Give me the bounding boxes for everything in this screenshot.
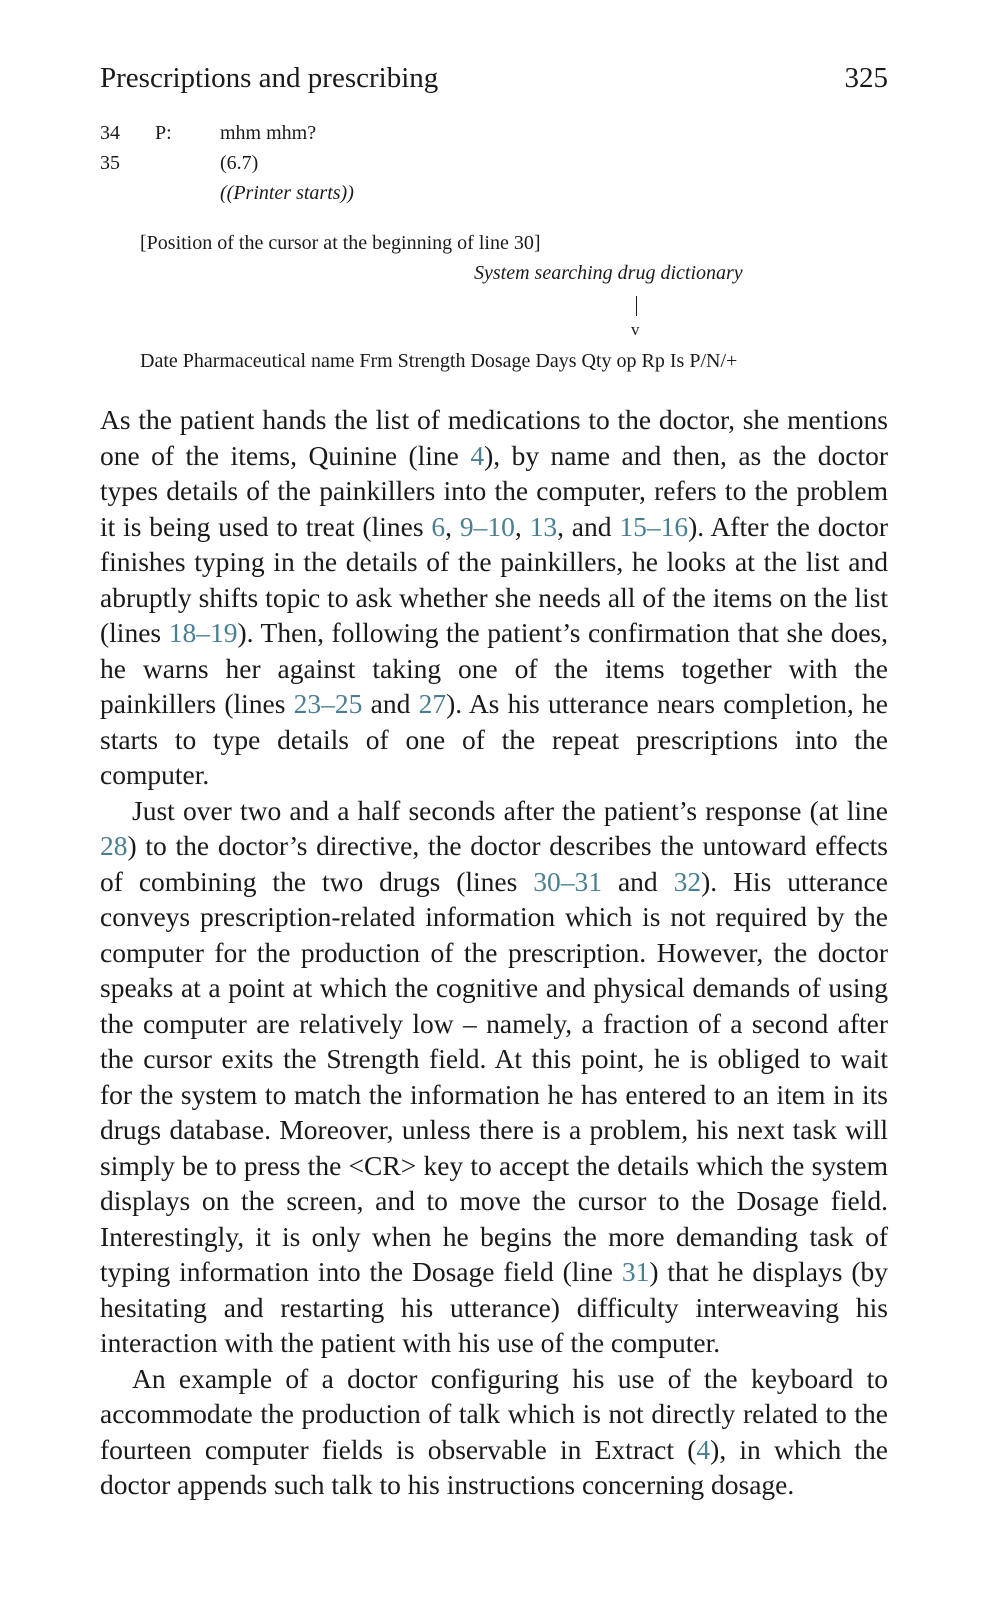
paragraph-text: As the patient hands the list of medications to the doctor, she mentions one of the items, Quinine (line <box>100 404 888 471</box>
line-number: 35 <box>100 152 120 174</box>
speaker-label: P: <box>155 122 172 144</box>
paragraph-text: , <box>514 510 530 542</box>
line-reference-link[interactable]: 28 <box>100 830 128 861</box>
line-reference-link[interactable]: 15–16 <box>619 510 689 542</box>
body-paragraph <box>100 793 888 1361</box>
body-paragraph <box>100 1361 888 1503</box>
line-reference-link[interactable]: 31 <box>621 1256 650 1287</box>
system-status-text: System searching drug dictionary <box>474 262 743 284</box>
computer-fields-row: Date Pharmaceutical name Frm Strength Dosage Days Qty op Rp Is P/N/+ <box>140 350 738 372</box>
paragraph-text: ) to the doctor’s directive, the doctor describes the untoward effects of combining the two drugs (lines <box>100 830 888 897</box>
paragraph-text: , and <box>557 510 620 542</box>
paragraph-text: and <box>362 688 419 719</box>
line-reference-link[interactable]: 6 <box>431 510 446 542</box>
paragraph-text: An example of a doctor configuring his use of the keyboard to accommodate the production of talk which is not directly related to the fourteen computer fields is observable in Extract ( <box>100 1362 888 1465</box>
running-title: Prescriptions and prescribing <box>100 62 439 94</box>
paragraph-text: and <box>602 865 674 897</box>
arrow-down-icon: v <box>631 320 640 339</box>
line-reference-link[interactable]: 30–31 <box>533 865 602 897</box>
line-reference-link[interactable]: 23–25 <box>293 688 363 719</box>
page-number: 325 <box>844 62 888 94</box>
running-header <box>100 62 888 102</box>
paragraph-text: , <box>445 510 460 542</box>
line-number: 34 <box>100 122 120 144</box>
paragraph-text: Just over two and a half seconds after the patient’s response (at line <box>132 794 888 826</box>
paragraph-text: ), in which the doctor appends such talk to his instructions concerning dosage. <box>100 1433 888 1500</box>
pause-duration: (6.7) <box>220 152 259 174</box>
line-reference-link[interactable]: 9–10 <box>459 510 515 542</box>
paragraph-text: ), by name and then, as the doctor types details of the painkillers into the computer, refers to the problem it is being used to treat (lines <box>100 439 888 542</box>
arrow-shaft <box>636 296 637 316</box>
utterance-text: mhm mhm? <box>220 122 317 144</box>
line-reference-link[interactable]: 32 <box>673 865 702 897</box>
paragraph-text: ). After the doctor finishes typing in the details of the painkillers, he looks at the list and abruptly shifts topic to ask whether she needs all of the items on the list (lines <box>100 510 889 648</box>
transcriber-comment: ((Printer starts)) <box>220 182 354 204</box>
paragraph-text: ). His utterance conveys prescription-related information which is not required by the computer for the production of the prescription. However, the doctor speaks at a point at which the cognitive and physical demands of using the computer are relatively low – namely, a fraction of a second after the cursor exits the Strength field. At this point, he is obliged to wait for the system to match the information he has entered to an item in its drugs database. Moreover, unless there is a problem, his next task will simply be to press the <CR> key to accept the details which the system displays on the screen, and to move the cursor to the Dosage field. Interestingly, it is only when he begins the more demanding task of typing information into the Dosage field (line <box>100 865 888 1287</box>
line-reference-link[interactable]: 4 <box>696 1433 711 1465</box>
paragraph-text: ) that he displays (by hesitating and restarting his utterance) difficulty interweaving his interaction with the patient with his use of the computer. <box>100 1256 888 1358</box>
line-reference-link[interactable]: 27 <box>418 688 447 719</box>
body-text <box>100 402 888 1503</box>
cursor-position-note: [Position of the cursor at the beginning of line 30] <box>140 232 541 254</box>
line-reference-link[interactable]: 4 <box>470 439 485 471</box>
paragraph-text: ). Then, following the patient’s confirmation that she does, he warns her against taking one of the items together with the painkillers (lines <box>100 617 888 719</box>
line-reference-link[interactable]: 18–19 <box>168 617 238 648</box>
line-reference-link[interactable]: 13 <box>529 510 558 542</box>
paragraph-text: ). As his utterance nears completion, he starts to type details of one of the repeat prescriptions into the computer. <box>100 688 888 790</box>
body-paragraph <box>100 402 888 793</box>
